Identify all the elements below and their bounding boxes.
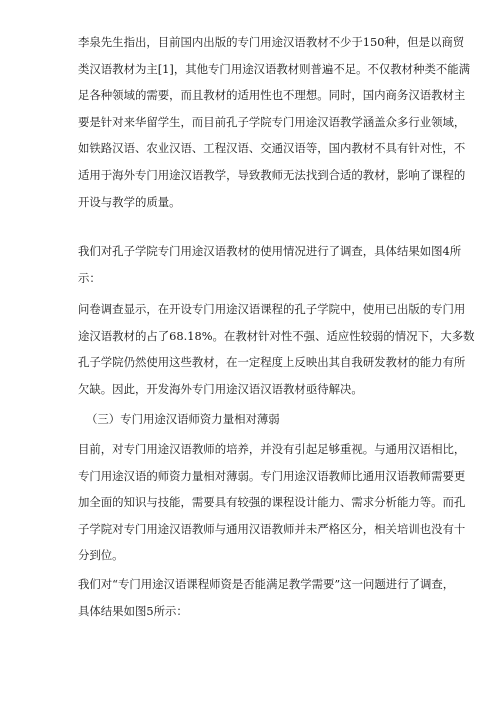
paragraph-textbook-shortage: [78, 29, 471, 215]
text-line: 我们对孔子学院专门用途汉语教材的使用情况进行了调查，具体结果如图4所: [78, 244, 462, 258]
text-line: 要是针对来华留学生，而目前孔子学院专门用途汉语教学涵盖众多行业领域，: [78, 114, 466, 129]
text-line: 如铁路汉语、农业汉语、工程汉语、交通汉语等，国内教材不具有针对性，不: [78, 141, 466, 156]
text-line: 专门用途汉语的师资力量相对薄弱。专门用途汉语教师比通用汉语教师需要更: [78, 468, 466, 483]
text-line: 孔子学院仍然使用这些教材，在一定程度上反映出其自我研发教材的能力有所: [78, 355, 466, 370]
text-line: 李泉先生指出，目前国内出版的专门用途汉语教材不少于150种，但是以商贸: [78, 35, 465, 49]
text-line: 示：: [78, 270, 101, 285]
text-line: 类汉语教材为主[1]，其他专门用途汉语教材则普遍不足。不仅教材种类不能满: [78, 61, 471, 76]
text-line: 开设与教学的质量。: [78, 194, 181, 209]
text-line: 欠缺。因此，开发海外专门用途汉语汉语教材亟待解决。: [78, 381, 363, 396]
paragraph-teacher-training: [78, 436, 466, 569]
section-heading: （三）专门用途汉语师资力量相对薄弱: [86, 412, 280, 426]
text-line: 足各种领域的需要，而且教材的适用性也不理想。同时，国内商务汉语教材主: [78, 88, 466, 103]
text-line: 具体结果如图5所示：: [78, 603, 188, 618]
paragraph-survey-results: [78, 296, 475, 402]
paragraph-survey-intro-figure-4: [78, 238, 462, 291]
text-line: 问卷调查显示，在开设专门用途汉语课程的孔子学院中，使用已出版的专门用: [78, 302, 466, 316]
text-line: 子学院对专门用途汉语教师与通用汉语教师并未严格区分，相关培训也没有十: [78, 521, 466, 536]
text-line: 我们对“专门用途汉语课程师资是否能满足教学需要”这一问题进行了调查，: [78, 577, 455, 591]
text-line: 分到位。: [78, 548, 124, 563]
text-line: 加全面的知识与技能，需要具有较强的课程设计能力、需求分析能力等。而孔: [78, 495, 466, 510]
text-line: 适用于海外专门用途汉语教学，导致教师无法找到合适的教材，影响了课程的: [78, 167, 466, 182]
paragraph-survey-intro-figure-5: [78, 571, 455, 624]
text-line: 目前，对专门用途汉语教师的培养，并没有引起足够重视。与通用汉语相比，: [78, 442, 466, 456]
text-line: 途汉语教材的占了68.18%。在教材针对性不强、适应性较弱的情况下，大多数: [78, 328, 475, 343]
